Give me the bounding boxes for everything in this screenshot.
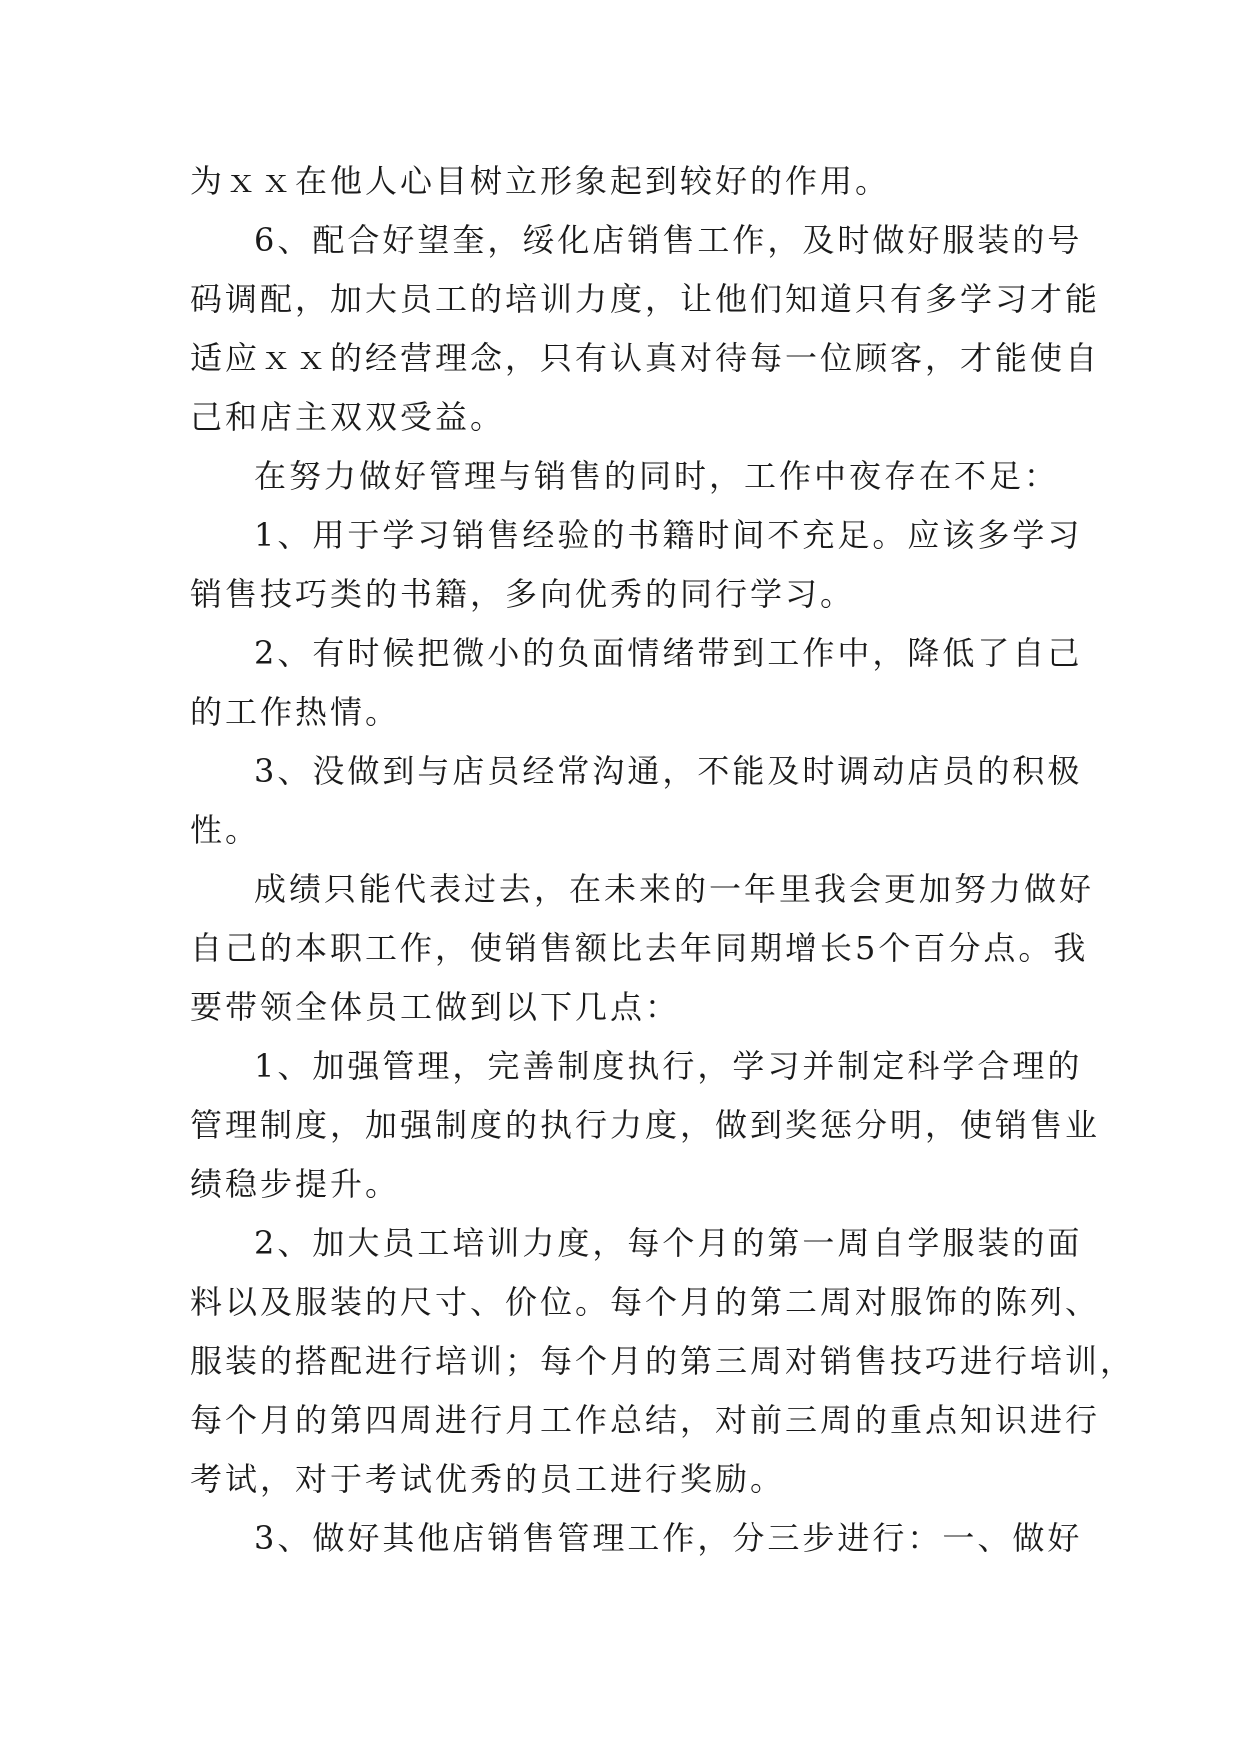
text-line: 1、用于学习销售经验的书籍时间不充足。应该多学习 (254, 516, 1083, 554)
text-line: 成绩只能代表过去，在未来的一年里我会更加努力做好 (254, 870, 1095, 908)
text-line: 3、没做到与店员经常沟通，不能及时调动店员的积极 (254, 752, 1083, 790)
text-line: 绩稳步提升。 (190, 1165, 401, 1203)
text-line: 6、配合好望奎，绥化店销售工作，及时做好服装的号 (254, 221, 1083, 259)
text-line: 己和店主双双受益。 (190, 398, 506, 436)
text-line: 每个月的第四周进行月工作总结，对前三周的重点知识进行 (190, 1401, 1101, 1439)
text-line: 适应ｘｘ的经营理念，只有认真对待每一位顾客，才能使自 (190, 339, 1101, 377)
text-line: 的工作热情。 (190, 693, 401, 731)
text-line: 自己的本职工作，使销售额比去年同期增长5个百分点。我 (190, 929, 1089, 967)
text-line: 要带领全体员工做到以下几点： (190, 988, 681, 1026)
text-line: 为ｘｘ在他人心目树立形象起到较好的作用。 (190, 162, 891, 200)
document-body (190, 152, 1136, 1568)
text-line: 2、有时候把微小的负面情绪带到工作中，降低了自己 (254, 634, 1083, 672)
text-line: 在努力做好管理与销售的同时，工作中夜存在不足： (254, 457, 1060, 495)
text-line: 管理制度，加强制度的执行力度，做到奖惩分明，使销售业 (190, 1106, 1101, 1144)
text-line: 码调配，加大员工的培训力度，让他们知道只有多学习才能 (190, 280, 1101, 318)
text-line: 销售技巧类的书籍，多向优秀的同行学习。 (190, 575, 856, 613)
text-line: 性。 (190, 811, 261, 849)
text-line: 料以及服装的尺寸、价位。每个月的第二周对服饰的陈列、 (190, 1283, 1101, 1321)
text-line: 3、做好其他店销售管理工作，分三步进行：一、做好 (254, 1519, 1083, 1557)
text-line: 2、加大员工培训力度，每个月的第一周自学服装的面 (254, 1224, 1083, 1262)
text-line: 服装的搭配进行培训；每个月的第三周对销售技巧进行培训， (190, 1342, 1136, 1380)
text-line: 考试，对于考试优秀的员工进行奖励。 (190, 1460, 786, 1498)
text-line: 1、加强管理，完善制度执行，学习并制定科学合理的 (254, 1047, 1083, 1085)
